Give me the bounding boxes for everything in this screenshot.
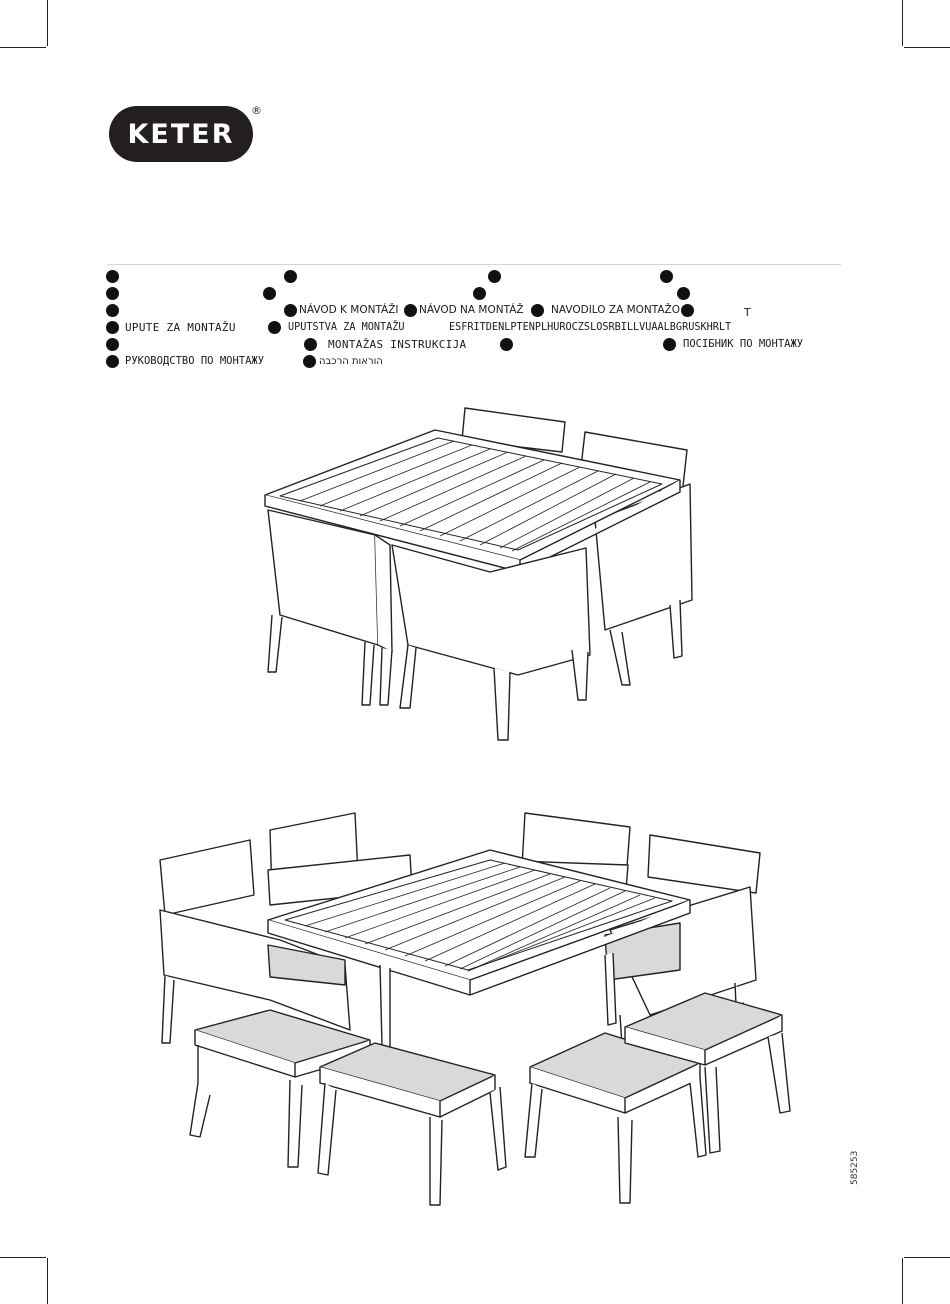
crop-mark-bl-h xyxy=(0,1257,46,1258)
table-with-chairs-and-ottomans-illustration xyxy=(150,805,800,1225)
language-bullet-icon xyxy=(284,270,297,283)
language-row xyxy=(106,302,846,319)
keter-logo xyxy=(109,106,253,162)
language-bullet-icon xyxy=(531,304,544,317)
front-front-chair xyxy=(392,545,590,740)
product-code: 585253 xyxy=(850,1150,860,1185)
crop-mark-br-h xyxy=(904,1257,950,1258)
language-label: ПОСІБНИК ПО МОНТАЖУ xyxy=(683,338,804,350)
header-divider xyxy=(107,264,841,265)
crop-mark-bl-v xyxy=(47,1258,48,1304)
language-bullet-icon xyxy=(263,287,276,300)
language-bullet-icon xyxy=(677,287,690,300)
language-bullet-icon xyxy=(473,287,486,300)
crop-mark-tr-h xyxy=(904,47,950,48)
language-row xyxy=(106,353,846,370)
ottoman-front-center xyxy=(318,1043,506,1205)
language-row xyxy=(106,319,846,336)
language-bullet-icon xyxy=(106,355,119,368)
language-bullet-icon xyxy=(106,338,119,351)
crop-mark-tr-v xyxy=(902,0,903,46)
crop-mark-tl-v xyxy=(47,0,48,46)
language-label: UPUTSTVA ZA MONTAŽU xyxy=(288,322,405,333)
language-label: NAVODILO ZA MONTAŽO xyxy=(551,304,681,316)
language-bullet-icon xyxy=(660,270,673,283)
language-label: РУКОВОДСТВО ПО МОНТАЖУ xyxy=(125,355,265,367)
assembly-instructions-language-list xyxy=(106,268,846,370)
language-row xyxy=(106,285,846,302)
crop-mark-br-v xyxy=(902,1258,903,1304)
language-codes: ESFRITDENLPTENPLHUROCZSLOSRBILLVUAALBGRUSKHRLT xyxy=(449,322,732,333)
language-label: NÁVOD K MONTÁŽI xyxy=(299,304,399,316)
language-bullet-icon xyxy=(681,304,694,317)
language-bullet-icon xyxy=(303,355,316,368)
language-bullet-icon xyxy=(106,304,119,317)
language-row xyxy=(106,268,846,285)
language-bullet-icon xyxy=(663,338,676,351)
language-label: UPUTE ZA MONTAŽU xyxy=(125,321,236,334)
language-bullet-icon xyxy=(106,287,119,300)
registered-mark: ® xyxy=(251,104,262,117)
language-row xyxy=(106,336,846,353)
logo-text: KETER xyxy=(127,118,235,150)
language-label: הוראות הרכבה xyxy=(319,356,383,367)
language-bullet-icon xyxy=(488,270,501,283)
language-bullet-icon xyxy=(500,338,513,351)
table-with-four-chairs-illustration xyxy=(250,400,710,745)
crop-mark-tl-h xyxy=(0,47,46,48)
language-bullet-icon xyxy=(304,338,317,351)
language-bullet-icon xyxy=(268,321,281,334)
language-label: T xyxy=(744,306,751,319)
language-label: MONTAŽAS INSTRUKCIJA xyxy=(328,338,467,351)
front-left-chair xyxy=(268,510,392,705)
language-label: NÁVOD NA MONTÁŽ xyxy=(419,304,524,316)
language-bullet-icon xyxy=(106,321,119,334)
language-bullet-icon xyxy=(284,304,297,317)
language-bullet-icon xyxy=(106,270,119,283)
language-bullet-icon xyxy=(404,304,417,317)
